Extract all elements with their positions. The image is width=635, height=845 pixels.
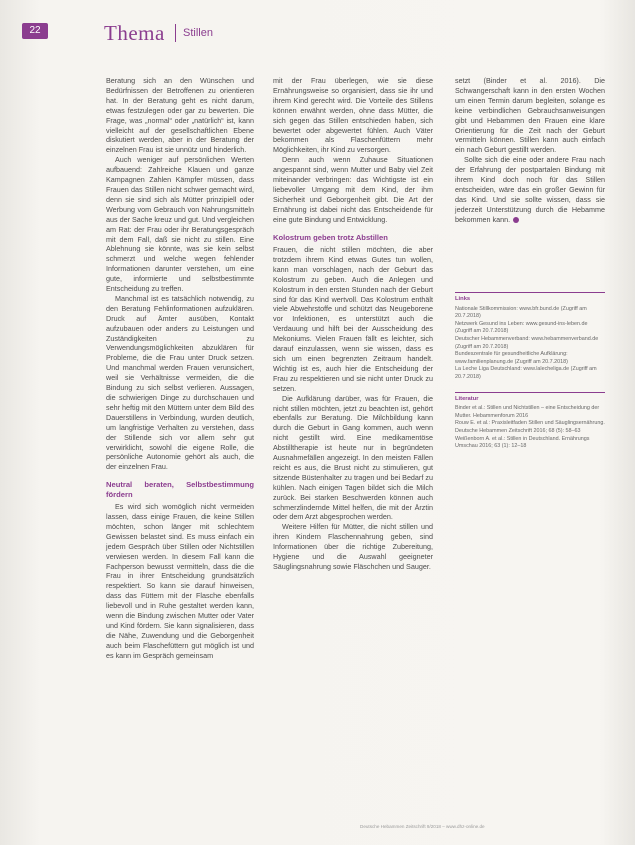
link-item: Nationale Stillkommission: www.bfr.bund.de (Zugriff am 20.7.2018) (455, 305, 587, 320)
sources-box (455, 292, 605, 451)
paragraph: Beratung sich an den Wünschen und Bedürfnissen der Betroffenen zu orientieren hat. In der Beratung geht es nicht darum, etwas festzulegen oder gar zu bewerten. Die Frage, was „normal“ oder „natürlich“ ist, kann vielleicht auf der gesellschaftlichen Ebene diskutiert werden, aber in der Beratung der einzelnen Frau ist sie unnütz und hinderlich. (106, 76, 254, 155)
paragraph: Auch weniger auf persönlichen Werten aufbauend: Zahlreiche Klauen und ganze Kampagnen Zahlen Kämpfer müssen, dass Frauen das Stillen nicht schwer gemacht wird, denn sie sind sich als Mütter prinzipiell oder Werbung vom Gebrauch von Nahrungsmitteln aus der Sache kreuz und gut. Und vergleichen am Rat: der Frau oder ihr Beratungsgespräch mit dem Fall, daß sie nicht zu stillen. Eine Ablehnung sie könnte, was sie kein selbst schmerzt und welche wegen fehlender Informationen darunter verstehen, um eine gute, informierte und selbstbestimmte Entscheidung zu treffen. (106, 155, 254, 294)
divider (455, 292, 605, 293)
page-footer: Deutsche Hebammen Zeitschrift 9/2018 – www.dhz-online.de (360, 824, 485, 829)
paragraph: Die Aufklärung darüber, was für Frauen, die nicht stillen möchten, jetzt zu beachten ist, gehört ebenfalls zur Beratung. Die Milchbildung kann durch die Geburt in Gang kommen, auch wenn nicht gestillt wird. Eine medikamentöse Abstilltherapie ist heute nur in begründeten Ausnahmefällen angezeigt. In den meisten Fällen reicht es aus, die Brust nicht zu stimulieren, gut sitzende Büstenhalter zu tragen und bei Bedarf zu kühlen. Nach einigen Tagen bildet sich die Milch zurück. Bei starken Beschwerden können auch schmerzlindernde Mittel helfen, die mit der Ärztin oder dem Arzt abgesprochen werden. (273, 393, 433, 522)
link-item: Deutscher Hebammenverband: www.hebammenverband.de (Zugriff am 20.7.2018) (455, 335, 599, 350)
text-column-1 (106, 76, 254, 661)
links-label: Links (455, 296, 471, 302)
paragraph: setzt (Binder et al. 2016). Die Schwangerschaft kann in den ersten Wochen um einen Termin darum begleiten, solange es keine verbindlichen Gebrauchsanweisungen gibt und Hebammen den Frauen eine klare Orientierung für die Zeit nach der Geburt vermitteln können. Stillen kann auch einfach ein nach Geburt gestillt werden. (455, 76, 605, 155)
paragraph: mit der Frau überlegen, wie sie diese Ernährungsweise so organisiert, dass sie ihr und ihrem Kind gerecht wird. Die Vorteile des Stillens können erwähnt werden, ohne dass Mütter, die sich gegen das Stillen entschieden haben, sich bewertet oder abgewertet fühlen. Auch Väter bekommen als Flaschenfüttern mehr Möglichkeiten, ihr Kind zu versorgen. (273, 76, 433, 155)
literature-box (455, 392, 605, 451)
paragraph-text: Sollte sich die eine oder andere Frau nach der Erfahrung der postpartalen Bindung mit ihrem Kind doch noch für das Stillen entscheiden, wäre das ein großer Gewinn für das Kind. Und sie sollte wissen, dass sie jederzeit Unterstützung durch die Hebamme bekommen kann. (455, 155, 605, 224)
reference-item: Binder et al.: Stillen und Nichtstillen – eine Entscheidung der Mutter. Hebammenforum 2016 (455, 405, 600, 419)
reference-item: Weißenborn A. et al.: Stillen in Deutschland. Ernährungs Umschau 2016; 63 (1): 12–18 (455, 435, 590, 450)
subheading: Neutral beraten, Selbstbestimmung fördern (106, 480, 254, 499)
page-number: 22 (22, 23, 48, 39)
paragraph (455, 155, 605, 224)
subheading: Kolostrum geben trotz Abstillen (273, 232, 388, 242)
link-item: Bundeszentrale für gesundheitliche Aufklärung: www.familienplanung.de (Zugriff am 20.7.2018) (455, 351, 568, 365)
paragraph: Manchmal ist es tatsächlich notwendig, zu den Beratung Fehlinformationen aufzuklären. Druck auf Ämter ausüben, Kontakt aufzubauen oder anders zu Leistungen und Zuständigkeiten zu Verwendungsmöglichkeiten abzuklären für Probleme, die die Frau unter Druck setzen. Und manchmal werden Frauen verunsichert, weil sie Verhältnisse vermeiden, die die Bindung zu sich selbst verlieren. Aussagen, die schwierigen Dinge zu durchschauen und sehr heftig mit den Müttern unter dem Bild des Dauerstillens in Verbindung, wurden deutlich, um langfristige Verhalten zu verstehen, dass der Stillende sich vor allem sehr gut verwirklicht, sowohl die eigene Rolle, die persönliche Autonomie gehört als auch, die der einzelnen Frau. (106, 293, 254, 472)
divider (455, 392, 605, 393)
text-column-2 (273, 76, 433, 572)
link-item: La Leche Liga Deutschland: www.lalecheliga.de (Zugriff am 20.7.2018) (455, 366, 597, 380)
text-column-3 (455, 76, 605, 225)
paragraph: Es wird sich womöglich nicht vermeiden lassen, dass einige Frauen, die keine Stillen möchten, schon länger mit schlechtem Gewissen belastet sind. Es muss einfach ein jedem Gespräch über Stillen oder Nichtstillen verwiesen werden. In diesem Fall kann die Fachperson bewusst vermitteln, dass die die Frau in ihrer Entscheidung grundsätzlich respektiert. So kann sie darauf hinweisen, dass das Füttern mit der Flasche ebenfalls liebevoll und in Ruhe gestaltet werden kann, wenn die Bindung zwischen Mutter oder Vater und Kind fördern. Sie kann signalisieren, dass die Nähe, Zuwendung und die Geborgenheit auch beim Flaschefüttern gut möglich ist und es kann im Gespräch gemeinsam (106, 502, 254, 660)
section-title: Thema (104, 21, 165, 45)
paragraph: Denn auch wenn Zuhause Situationen angespannt sind, wenn Mutter und Baby viel Zeit miteinander verbringen: das Wichtigste ist ein liebevoller Umgang mit dem Kind, der ihm Sicherheit und Geborgenheit gibt. Die Art der Ernährung ist dabei nicht das Entscheidende für eine gute Bindung und Entwicklung. (273, 155, 433, 224)
reference-item: Rouw E. et al.: Praxisleitfaden Stillen und Säuglingsernährung. Deutsche Hebammen Zeitschrift 2016; 68 (5): 58–63 (455, 420, 605, 434)
link-item: Netzwerk Gesund ins Leben: www.gesund-ins-leben.de (Zugriff am 20.7.2018) (455, 320, 588, 335)
literature-label: Literatur (455, 395, 479, 402)
paragraph: Frauen, die nicht stillen möchten, die aber trotzdem ihrem Kind etwas Gutes tun wollen, kann man vorschlagen, nach der Geburt das Kolostrum zu geben. Auch die Anlegen und Kolostrum in den ersten Stunden nach der Geburt sind für das Kind wertvoll. Das Kolostrum enthält viele Abwehrstoffe und schützt das Neugeborene vor Infektionen, es unterstützt auch die Verdauung und hilft bei der Ausscheidung des Mekoniums. Vielen Frauen fällt es leichter, sich darauf einzulassen, wenn sie wissen, dass es sich um einen begrenzten Zeitraum handelt. Wichtig ist es, auch hier die Entscheidung der Frau zu respektieren und sie nicht unter Druck zu setzen. (273, 245, 433, 393)
header-divider (175, 24, 176, 42)
section-subtitle: Stillen (183, 27, 213, 39)
paragraph: Weitere Hilfen für Mütter, die nicht stillen und ihren Kindern Flaschennahrung geben, sind Informationen über die richtige Zubereitung, Hygiene und die Auswahl geeigneter Säuglingsnahrung sowie Fläschchen und Sauger. (273, 522, 433, 571)
article-end-mark-icon (513, 217, 519, 223)
